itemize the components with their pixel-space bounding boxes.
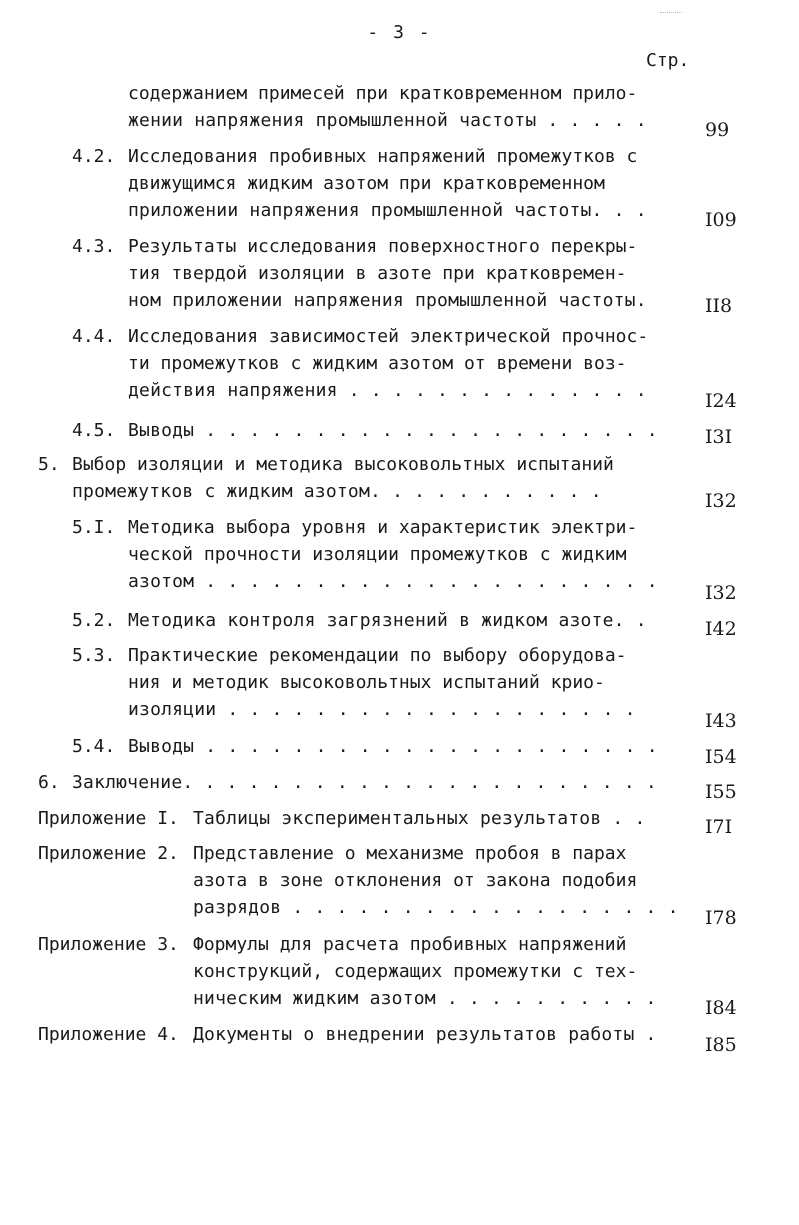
toc-entry-title-line: Таблицы экспериментальных результатов . . [193,808,646,829]
toc-entry-title-line: жении напряжения промышленной частоты . . . . . [128,110,647,131]
toc-entry-title-line: разрядов . . . . . . . . . . . . . . . . . . [193,897,679,918]
toc-entry-title-line: азотом . . . . . . . . . . . . . . . . . . . . . [128,571,658,592]
toc-entry-number: Приложение 4. [38,1024,179,1045]
toc-entry-page: 99 [705,119,730,141]
toc-entry-title-line: Формулы для расчета пробивных напряжений [193,934,627,955]
toc-entry-page: I54 [705,746,737,768]
toc-entry-page: I43 [705,710,737,732]
toc-entry-page: I78 [705,907,737,929]
toc-entry-number: 4.2. [72,146,116,167]
toc-entry-title-line: Исследования пробивных напряжений промежутков с [128,146,638,167]
toc-entry-title-line: ном приложении напряжения промышленной частоты. [128,290,647,311]
toc-entry-title-line: действия напряжения . . . . . . . . . . . . . . [128,380,647,401]
toc-entry-title-line: ническим жидким азотом . . . . . . . . . . [193,988,657,1009]
toc-entry-page: I32 [705,490,737,512]
toc-entry-number: 5.3. [72,645,116,666]
toc-entry-page: I85 [705,1034,737,1056]
toc-entry-page: I09 [705,209,737,231]
toc-entry-number: 5.2. [72,610,116,631]
toc-entry-title-line: приложении напряжения промышленной частоты. . . [128,200,647,221]
toc-entry-number: 5.4. [72,736,116,757]
page-number: - 3 - [367,22,432,43]
toc-entry-page: I42 [705,618,737,640]
toc-entry-title-line: Методика выбора уровня и характеристик электри- [128,517,638,538]
toc-entry-number: Приложение I. [38,808,179,829]
toc-entry-title-line: Выводы . . . . . . . . . . . . . . . . . . . . . [128,736,658,757]
toc-entry-title-line: Выбор изоляции и методика высоковольтных испытаний [72,454,614,475]
toc-entry-number: 4.3. [72,236,116,257]
toc-entry-page: II8 [705,295,733,317]
toc-entry-title-line: Документы о внедрении результатов работы . [193,1024,657,1045]
toc-entry-page: I24 [705,390,737,412]
toc-entry-title-line: изоляции . . . . . . . . . . . . . . . . . . . [128,699,636,720]
toc-entry-title-line: Выводы . . . . . . . . . . . . . . . . . . . . . [128,420,658,441]
toc-entry-page: I32 [705,582,737,604]
toc-entry-title-line: движущимся жидким азотом при кратковременном [128,173,605,194]
toc-entry-title-line: Заключение. . . . . . . . . . . . . . . . . . . . . . [72,772,657,793]
toc-entry-page: I84 [705,997,737,1019]
toc-entry-number: 6. [38,772,60,793]
toc-entry-number: Приложение 2. [38,843,179,864]
toc-entry-number: 5.I. [72,517,116,538]
toc-entry-title-line: Методика контроля загрязнений в жидком азоте. . [128,610,647,631]
toc-entry-page: I55 [705,781,737,803]
toc-entry-title-line: содержанием примесей при кратковременном прило- [128,83,638,104]
toc-entry-number: 5. [38,454,60,475]
toc-entry-title-line: промежутков с жидким азотом. . . . . . . . . . . [72,481,602,502]
toc-entry-page: I3I [705,426,733,448]
toc-entry-number: Приложение 3. [38,934,179,955]
toc-entry-title-line: Представление о механизме пробоя в парах [193,843,627,864]
toc-entry-title-line: ческой прочности изоляции промежутков с жидким [128,544,627,565]
toc-entry-title-line: ния и методик высоковольтных испытаний крио- [128,672,605,693]
toc-entry-title-line: Результаты исследования поверхностного перекры- [128,236,638,257]
toc-entry-title-line: ти промежутков с жидким азотом от времени воз- [128,353,627,374]
toc-entry-title-line: тия твердой изоляции в азоте при кратковремен- [128,263,627,284]
toc-entry-number: 4.5. [72,420,116,441]
toc-entry-title-line: азота в зоне отклонения от закона подобия [193,870,638,891]
toc-entry-title-line: Практические рекомендации по выбору оборудова- [128,645,627,666]
toc-entry-title-line: Исследования зависимостей электрической прочнос- [128,326,649,347]
toc-entry-number: 4.4. [72,326,116,347]
toc-entry-page: I7I [705,816,733,838]
page-column-label: Стр. [646,50,690,71]
toc-entry-title-line: конструкций, содержащих промежутки с тех- [193,961,638,982]
